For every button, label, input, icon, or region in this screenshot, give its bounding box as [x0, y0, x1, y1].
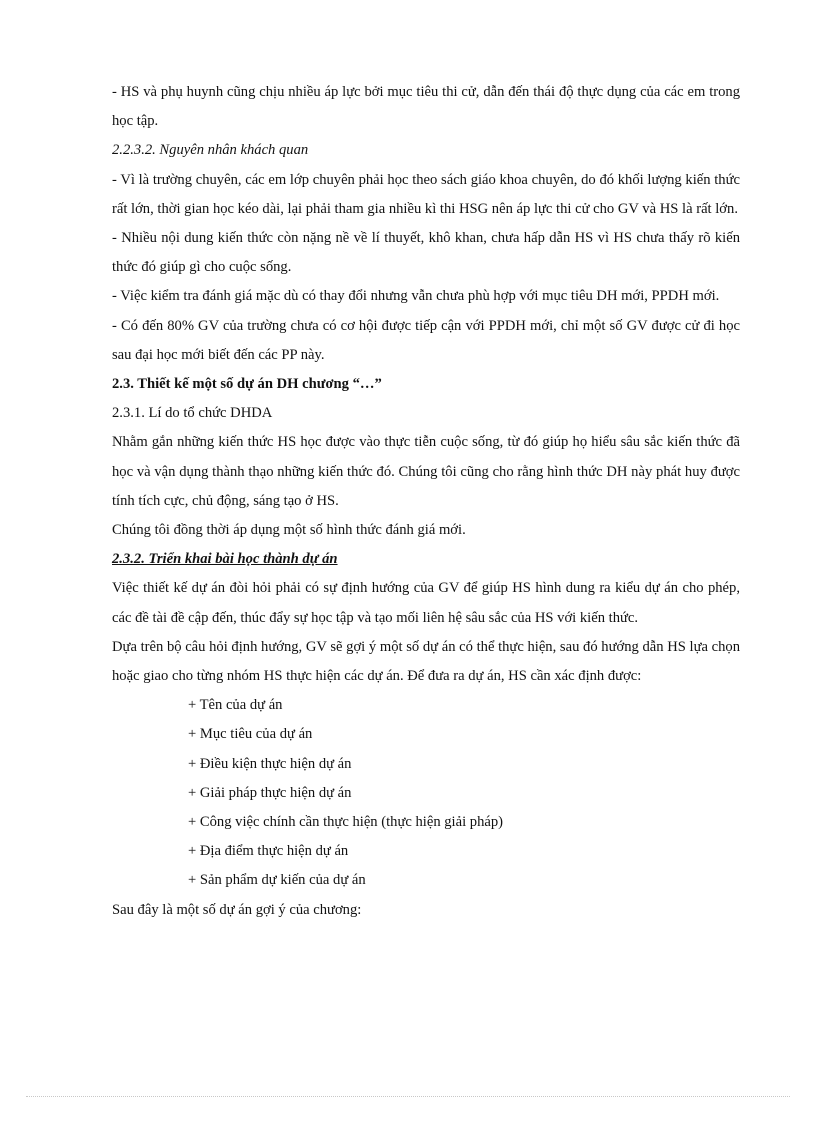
list-item: + Mục tiêu của dự án: [188, 726, 313, 743]
paragraph-parents-pressure: - HS và phụ huynh cũng chịu nhiều áp lực bởi mục tiêu thi cử, dẫn đến thái độ thực dụng của các em trong học tập.: [112, 84, 740, 130]
paragraph-new-assessment: Chúng tôi đồng thời áp dụng một số hình thức đánh giá mới.: [112, 522, 466, 539]
subheading-2-3-1: 2.3.1. Lí do tổ chức DHDA: [112, 405, 273, 422]
document-page: [112, 78, 740, 925]
paragraph-reason-dhda: Nhằm gắn những kiến thức HS học được vào thực tiễn cuộc sống, từ đó giúp họ hiểu sâu sắc kiến thức đã học và vận dụng thành thạo những kiến thức đó. Chúng tôi cũng cho rằng hình thức DH này phát huy được tính tích cực, chủ động, sáng tạo ở HS.: [112, 434, 740, 509]
list-item: + Tên của dự án: [188, 697, 283, 714]
section-heading-2-3: 2.3. Thiết kế một số dự án DH chương “…”: [112, 376, 382, 393]
paragraph-teachers-access: - Có đến 80% GV của trường chưa có cơ hội được tiếp cận với PPDH mới, chỉ một số GV được cử đi học sau đại học mới biết đến các PP này.: [112, 317, 740, 363]
paragraph-specialized-school: - Vì là trường chuyên, các em lớp chuyên phải học theo sách giáo khoa chuyên, do đó khối lượng kiến thức rất lớn, thời gian học kéo dài, lại phải tham gia nhiều kì thi HSG nên áp lực thi cử cho GV và HS là rất lớn.: [112, 171, 740, 217]
paragraph-project-design: Việc thiết kế dự án đòi hỏi phải có sự định hướng của GV để giúp HS hình dung ra kiểu dự án cho phép, các đề tài đề cập đến, thúc đẩy sự học tập và tạo mối liên hệ sâu sắc của HS với kiến thức.: [112, 580, 740, 626]
list-item: + Công việc chính cần thực hiện (thực hiện giải pháp): [188, 814, 504, 831]
subheading-2-3-2: [112, 545, 740, 574]
paragraph-guiding-questions: Dựa trên bộ câu hỏi định hướng, GV sẽ gợi ý một số dự án có thể thực hiện, sau đó hướng dẫn HS lựa chọn hoặc giao cho từng nhóm HS thực hiện các dự án. Để đưa ra dự án, HS cần xác định được:: [112, 638, 740, 685]
heading-objective-causes: 2.2.3.2. Nguyên nhân khách quan: [112, 142, 309, 159]
list-item: + Giải pháp thực hiện dự án: [188, 784, 352, 801]
paragraph-theory-heavy: - Nhiều nội dung kiến thức còn nặng nề về lí thuyết, khô khan, chưa hấp dẫn HS vì HS chưa thấy rõ kiến thức đó giúp gì cho cuộc sống.: [112, 230, 740, 276]
paragraph-assessment: - Việc kiểm tra đánh giá mặc dù có thay đổi nhưng vẫn chưa phù hợp với mục tiêu DH mới, PPDH mới.: [112, 288, 720, 305]
project-elements-list: [112, 691, 740, 895]
list-item: + Địa điểm thực hiện dự án: [188, 843, 349, 860]
list-item: + Sản phẩm dự kiến của dự án: [188, 872, 366, 889]
footer-divider: [26, 1096, 790, 1097]
paragraph-closing: Sau đây là một số dự án gợi ý của chương:: [112, 901, 362, 918]
subheading-2-3-2-text: 2.3.2. Triển khai bài học thành dự án: [112, 551, 338, 568]
list-item: + Điều kiện thực hiện dự án: [188, 755, 352, 772]
